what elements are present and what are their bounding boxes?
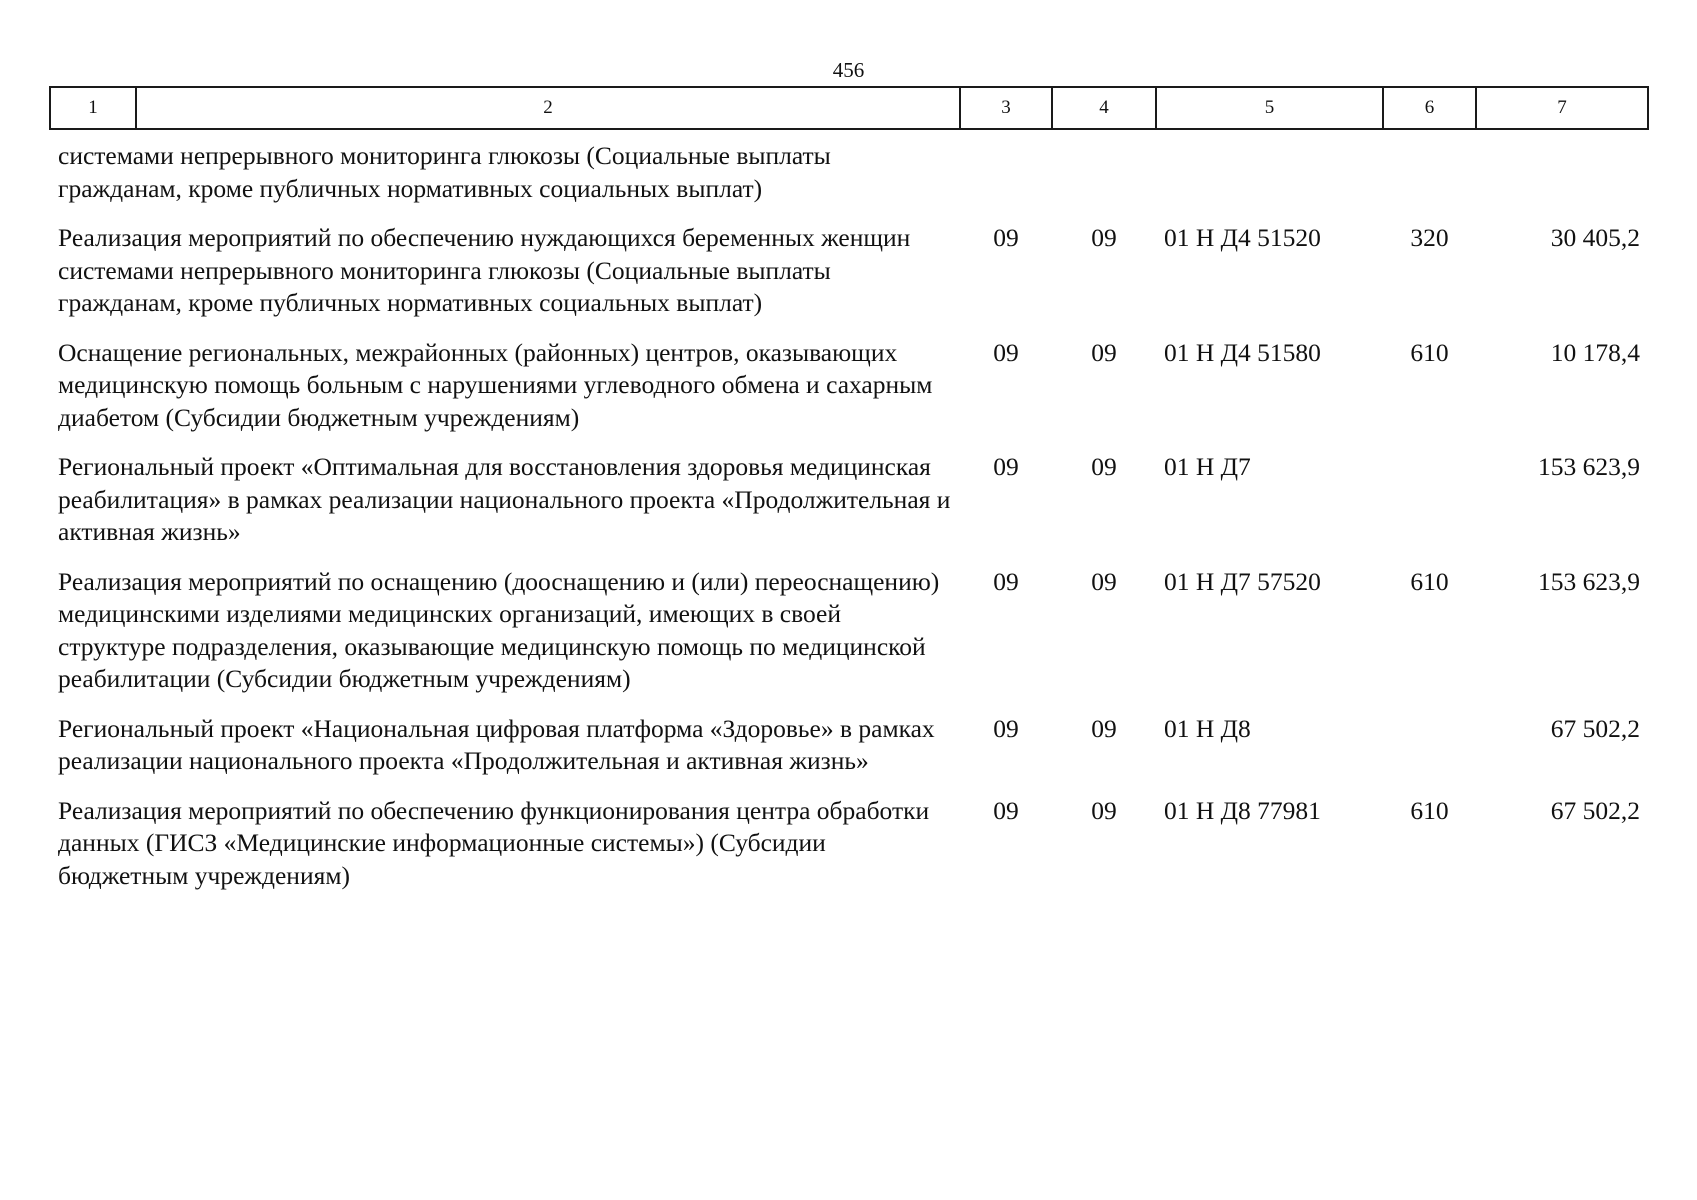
row-expense-type: 320	[1410, 223, 1449, 252]
row-subsection	[1052, 129, 1156, 222]
row-amount: 153 623,9	[1538, 452, 1640, 481]
row-target-code: 01 Н Д8	[1164, 713, 1251, 743]
table-row	[50, 451, 1648, 566]
row-name: Региональный проект «Национальная цифровая платформа «Здоровье» в рамках реализации национального проекта «Продолжительная и активная жизнь»	[58, 713, 935, 775]
row-amount	[1476, 129, 1648, 222]
row-section: 09	[993, 337, 1019, 367]
row-subsection: 09	[1091, 713, 1117, 743]
header-col-5: 5	[1156, 87, 1383, 129]
row-target-code: 01 Н Д7 57520	[1164, 566, 1321, 596]
table-body	[50, 129, 1648, 892]
row-section: 09	[993, 795, 1019, 825]
table-row	[50, 713, 1648, 795]
header-col-2: 2	[136, 87, 960, 129]
header-col-6: 6	[1383, 87, 1476, 129]
row-expense-type	[1383, 451, 1476, 566]
row-expense-type: 610	[1410, 337, 1449, 367]
row-name: Реализация мероприятий по оснащению (дооснащению и (или) переоснащению) медицинскими изделиями медицинских организаций, имеющих в своей структуре подразделения, оказывающие медицинскую помощь по медицинской реабилитации (Субсидии бюджетным учреждениям)	[58, 566, 940, 693]
table-row	[50, 337, 1648, 452]
row-subsection: 09	[1091, 566, 1117, 596]
budget-table	[49, 86, 1649, 892]
table-header	[50, 87, 1648, 129]
row-name: Реализация мероприятий по обеспечению нуждающихся беременных женщин системами непрерывного мониторинга глюкозы (Социальные выплаты гражданам, кроме публичных нормативных социальных выплат)	[58, 223, 911, 317]
table-row	[50, 795, 1648, 893]
row-target-code: 01 Н Д8 77981	[1164, 795, 1321, 825]
header-col-4: 4	[1052, 87, 1156, 129]
table-row	[50, 222, 1648, 337]
row-expense-type	[1383, 713, 1476, 795]
row-expense-type: 610	[1410, 566, 1449, 596]
row-target-code: 01 Н Д4 51580	[1164, 337, 1321, 367]
row-section: 09	[993, 223, 1019, 252]
header-col-7: 7	[1476, 87, 1648, 129]
header-row	[50, 87, 1648, 129]
row-section	[960, 129, 1052, 222]
row-name: системами непрерывного мониторинга глюкозы (Социальные выплаты гражданам, кроме публичных нормативных социальных выплат)	[58, 141, 831, 203]
header-col-3: 3	[960, 87, 1052, 129]
row-amount: 30 405,2	[1550, 223, 1640, 252]
table-row	[50, 566, 1648, 713]
row-subsection: 09	[1091, 452, 1117, 481]
row-expense-type	[1383, 129, 1476, 222]
row-subsection: 09	[1091, 223, 1117, 252]
row-amount: 10 178,4	[1550, 337, 1640, 367]
row-target-code: 01 Н Д7	[1164, 452, 1251, 481]
table-row	[50, 129, 1648, 222]
row-expense-type: 610	[1410, 795, 1449, 825]
row-subsection: 09	[1091, 337, 1117, 367]
row-section: 09	[993, 566, 1019, 596]
row-target-code: 01 Н Д4 51520	[1164, 223, 1321, 252]
header-col-1: 1	[50, 87, 136, 129]
page-number: 456	[832, 58, 865, 82]
row-target-code	[1156, 129, 1383, 222]
row-amount: 67 502,2	[1550, 713, 1640, 743]
row-name: Региональный проект «Оптимальная для восстановления здоровья медицинская реабилитация» в рамках реализации национального проекта «Продолжительная и активная жизнь»	[58, 452, 951, 546]
row-name: Оснащение региональных, межрайонных (районных) центров, оказывающих медицинскую помощь больным с нарушениями углеводного обмена и сахарным диабетом (Субсидии бюджетным учреждениям)	[58, 337, 933, 432]
row-subsection: 09	[1091, 795, 1117, 825]
row-amount: 67 502,2	[1550, 795, 1640, 825]
row-section: 09	[993, 452, 1019, 481]
row-amount: 153 623,9	[1538, 566, 1640, 596]
row-section: 09	[993, 713, 1019, 743]
row-name: Реализация мероприятий по обеспечению функционирования центра обработки данных (ГИСЗ «Медицинские информационные системы») (Субсидии бюджетным учреждениям)	[58, 795, 930, 890]
